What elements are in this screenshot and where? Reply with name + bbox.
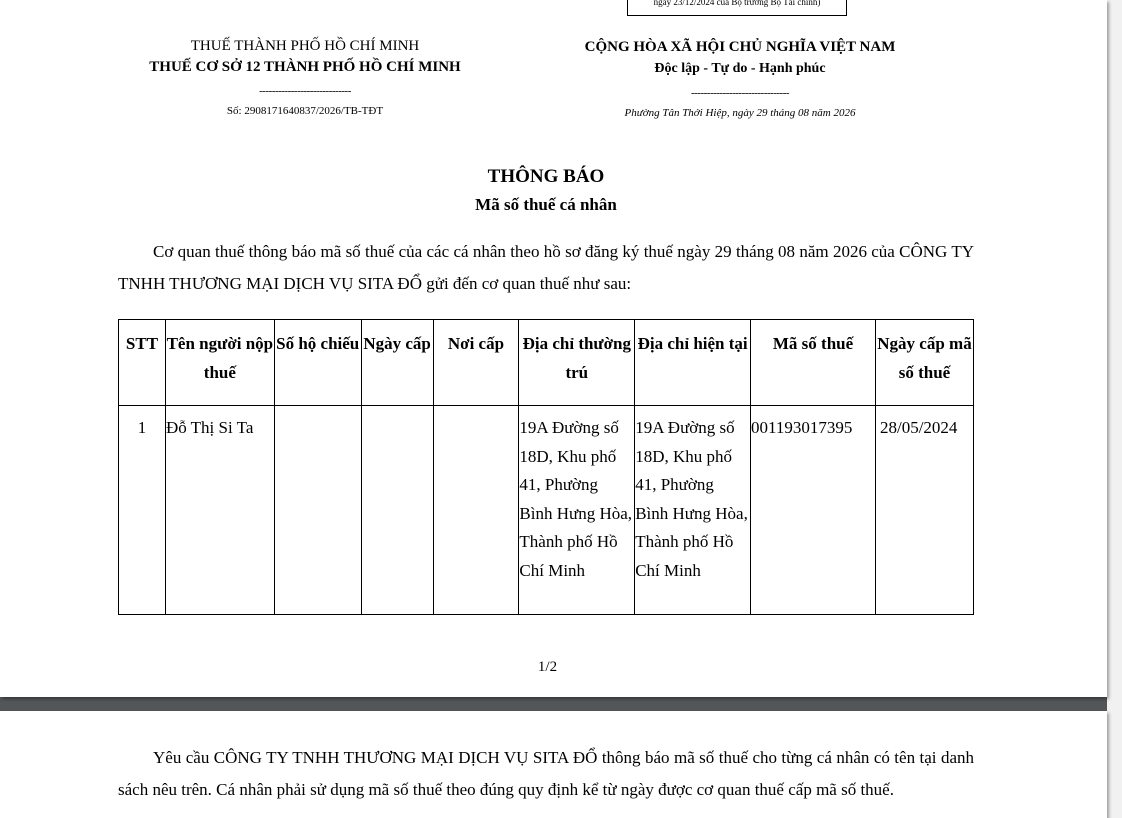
col-header-name: Tên người nộp thuế xyxy=(165,320,274,406)
divider-right: ------------------------------- xyxy=(690,87,790,99)
col-header-permanent-address: Địa chỉ thường trú xyxy=(519,320,635,406)
cell-name: Đỗ Thị Si Ta xyxy=(165,406,274,615)
agency-parent: THUẾ THÀNH PHỐ HỒ CHÍ MINH xyxy=(190,38,420,54)
intro-paragraph: Cơ quan thuế thông báo mã số thuế của các cá nhân theo hồ sơ đăng ký thuế ngày 29 tháng 08 năm 2026 của CÔNG TY TNHH THƯƠNG MẠI DỊCH VỤ SITA ĐỔ gửi đến cơ quan thuế như sau: xyxy=(118,242,974,293)
national-motto: Độc lập - Tự do - Hạnh phúc xyxy=(654,61,826,76)
cell-issue-place xyxy=(433,406,519,615)
page-2 xyxy=(0,711,1107,818)
place-date: Phường Tân Thới Hiệp, ngày 29 tháng 08 năm 2026 xyxy=(624,107,856,119)
col-header-stt: STT xyxy=(119,320,166,406)
col-header-issue-date: Ngày cấp xyxy=(361,320,433,406)
page-number: 1/2 xyxy=(537,659,558,675)
cell-tax-code: 001193017395 xyxy=(751,406,876,615)
document-title: THÔNG BÁO xyxy=(487,166,605,187)
table-header-row xyxy=(119,320,974,406)
reference-box: ngày 23/12/2024 của Bộ trưởng Bộ Tài chính) xyxy=(627,0,847,16)
scrollbar[interactable] xyxy=(1107,0,1122,818)
cell-current-address: 19A Đường số 18D, Khu phố 41, Phường Bình Hưng Hòa, Thành phố Hồ Chí Minh xyxy=(635,406,751,615)
cell-passport xyxy=(274,406,361,615)
table-row xyxy=(119,406,974,615)
col-header-current-address: Địa chỉ hiện tại xyxy=(635,320,751,406)
col-header-tax-code: Mã số thuế xyxy=(751,320,876,406)
cell-tax-code-date: 28/05/2024 xyxy=(875,406,973,615)
col-header-passport: Số hộ chiếu xyxy=(274,320,361,406)
header-left xyxy=(130,36,480,118)
page-gap xyxy=(0,697,1107,711)
divider-left: ----------------------------- xyxy=(259,85,351,97)
agency-name: THUẾ CƠ SỞ 12 THÀNH PHỐ HỒ CHÍ MINH xyxy=(149,59,461,75)
col-header-issue-place: Nơi cấp xyxy=(433,320,519,406)
cell-stt: 1 xyxy=(119,406,166,615)
document-number: Số: 2908171640837/2026/TB-TĐT xyxy=(226,105,384,117)
request-paragraph: Yêu cầu CÔNG TY TNHH THƯƠNG MẠI DỊCH VỤ SITA ĐỔ thông báo mã số thuế cho từng cá nhân có tên tại danh sách nêu trên. Cá nhân phải sử dụng mã số thuế theo đúng quy định kể từ ngày được cơ quan thuế cấp mã số thuế. xyxy=(118,748,974,799)
header-right xyxy=(555,36,925,120)
col-header-tax-code-date: Ngày cấp mã số thuế xyxy=(875,320,973,406)
document-subtitle: Mã số thuế cá nhân xyxy=(475,195,617,214)
cell-issue-date xyxy=(361,406,433,615)
cell-permanent-address: 19A Đường số 18D, Khu phố 41, Phường Bình Hưng Hòa, Thành phố Hồ Chí Minh xyxy=(519,406,635,615)
national-title: CỘNG HÒA XÃ HỘI CHỦ NGHĨA VIỆT NAM xyxy=(584,39,896,55)
taxpayer-table xyxy=(118,319,974,615)
